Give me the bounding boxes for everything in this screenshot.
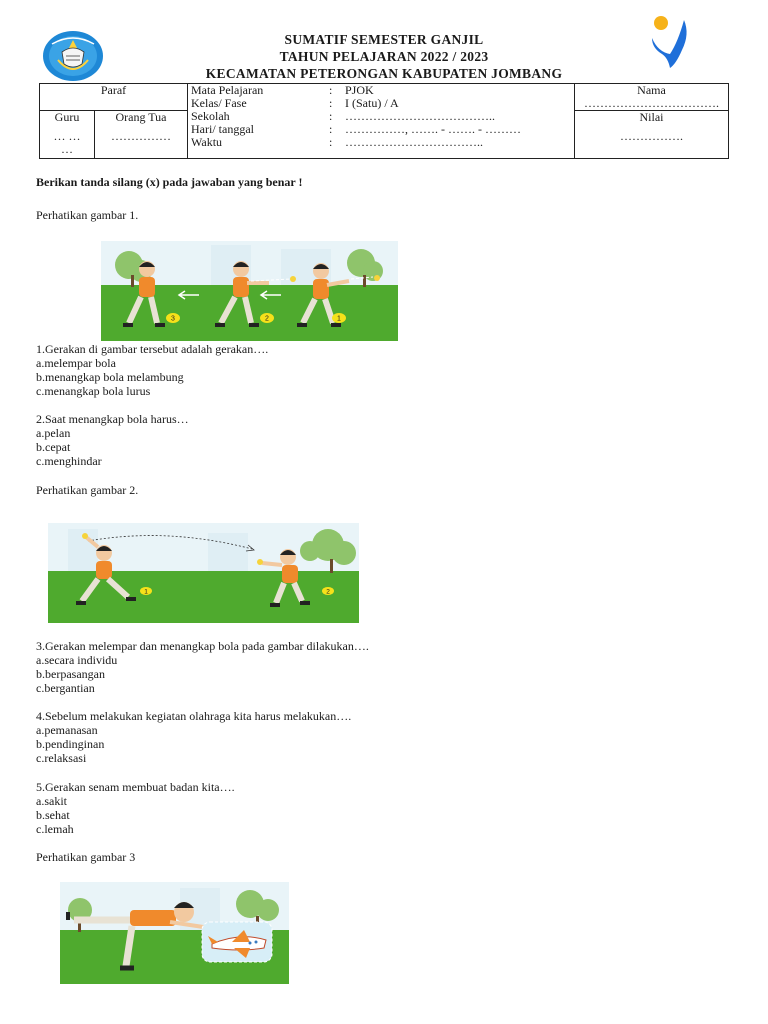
question-text: 1.Gerakan di gambar tersebut adalah gerakan…. — [36, 342, 269, 356]
guru-label: Guru — [54, 110, 80, 124]
option-b[interactable]: b.pendinginan — [36, 737, 105, 751]
exam-title: SUMATIF SEMESTER GANJIL — [284, 32, 484, 47]
question-1 — [36, 342, 268, 398]
question-text: 5.Gerakan senam membuat badan kita…. — [36, 780, 235, 794]
field-label: Kelas/ Fase — [191, 96, 247, 110]
field-label: Waktu — [191, 135, 223, 149]
field-value[interactable]: PJOK — [345, 83, 374, 97]
option-a[interactable]: a.melempar bola — [36, 356, 116, 370]
field-row: Hari/ tanggal : ……………, ……. - ……. - ……… — [191, 122, 521, 136]
marker-1-label: 1 — [144, 588, 148, 596]
option-b[interactable]: b.cepat — [36, 440, 71, 454]
paraf-header: Paraf — [40, 84, 188, 111]
option-c[interactable]: c.relaksasi — [36, 751, 87, 765]
question-text: 2.Saat menangkap bola harus… — [36, 412, 189, 426]
nilai-input[interactable]: ……………. — [620, 129, 683, 143]
figure-3-airplane-pose — [60, 882, 289, 984]
nama-cell — [575, 84, 729, 111]
field-row: Mata Pelajaran : PJOK — [191, 83, 374, 97]
marker-2-label: 2 — [326, 588, 330, 596]
option-c[interactable]: c.menangkap bola lurus — [36, 384, 151, 398]
option-a[interactable]: a.secara individu — [36, 653, 118, 667]
figure-2-throwing-catching — [48, 523, 359, 623]
instruction-text: Berikan tanda silang (x) pada jawaban yang benar ! — [36, 175, 303, 189]
field-value[interactable]: ……………, ……. - ……. - ……… — [345, 122, 521, 136]
guru-signature[interactable]: … … — [53, 129, 81, 143]
nilai-cell — [575, 111, 729, 159]
question-2 — [36, 412, 189, 468]
section-heading-3: Perhatikan gambar 3 — [36, 850, 136, 864]
option-c[interactable]: c.lemah — [36, 822, 74, 836]
field-row: Waktu : …………………………….. — [191, 135, 483, 149]
marker-2-label: 2 — [265, 315, 269, 323]
option-b[interactable]: b.sehat — [36, 808, 70, 822]
field-row: Sekolah : ……………………………….. — [191, 109, 495, 123]
question-4 — [36, 709, 351, 765]
section-heading-1: Perhatikan gambar 1. — [36, 208, 139, 222]
option-a[interactable]: a.pelan — [36, 426, 71, 440]
subject-info-cell — [188, 84, 575, 159]
nilai-label: Nilai — [639, 110, 664, 124]
orang-tua-signature[interactable]: …………… — [111, 129, 171, 143]
question-5 — [36, 780, 235, 836]
option-c[interactable]: c.menghindar — [36, 454, 102, 468]
option-b[interactable]: b.menangkap bola melambung — [36, 370, 184, 384]
marker-3-label: 3 — [171, 315, 175, 323]
student-info-table — [39, 83, 729, 159]
option-b[interactable]: b.berpasangan — [36, 667, 105, 681]
option-a[interactable]: a.pemanasan — [36, 723, 98, 737]
field-row: Kelas/ Fase : I (Satu) / A — [191, 96, 399, 110]
nama-input[interactable]: ……………………………. — [584, 96, 719, 110]
question-text: 4.Sebelum melakukan kegiatan olahraga kita harus melakukan…. — [36, 709, 352, 723]
nama-label: Nama — [637, 83, 666, 97]
field-value[interactable]: I (Satu) / A — [345, 96, 399, 110]
question-3 — [36, 639, 369, 695]
district-name: KECAMATAN PETERONGAN KABUPATEN JOMBANG — [205, 66, 563, 81]
field-value[interactable]: …………………………….. — [345, 135, 483, 149]
section-heading-2: Perhatikan gambar 2. — [36, 483, 139, 497]
orang-tua-cell — [95, 111, 188, 159]
figure-1-catching-ball — [101, 241, 398, 341]
field-label: Mata Pelajaran — [191, 83, 264, 97]
guru-cell: Guru … … … — [40, 111, 95, 159]
field-label: Hari/ tanggal — [191, 122, 254, 136]
marker-1-label: 1 — [337, 315, 341, 323]
option-c[interactable]: c.bergantian — [36, 681, 95, 695]
option-a[interactable]: a.sakit — [36, 794, 67, 808]
orang-tua-label: Orang Tua — [115, 110, 167, 124]
field-label: Sekolah — [191, 109, 230, 123]
field-value[interactable]: ……………………………….. — [345, 109, 495, 123]
question-text: 3.Gerakan melempar dan menangkap bola pada gambar dilakukan…. — [36, 639, 369, 653]
school-year: TAHUN PELAJARAN 2022 / 2023 — [279, 49, 489, 64]
